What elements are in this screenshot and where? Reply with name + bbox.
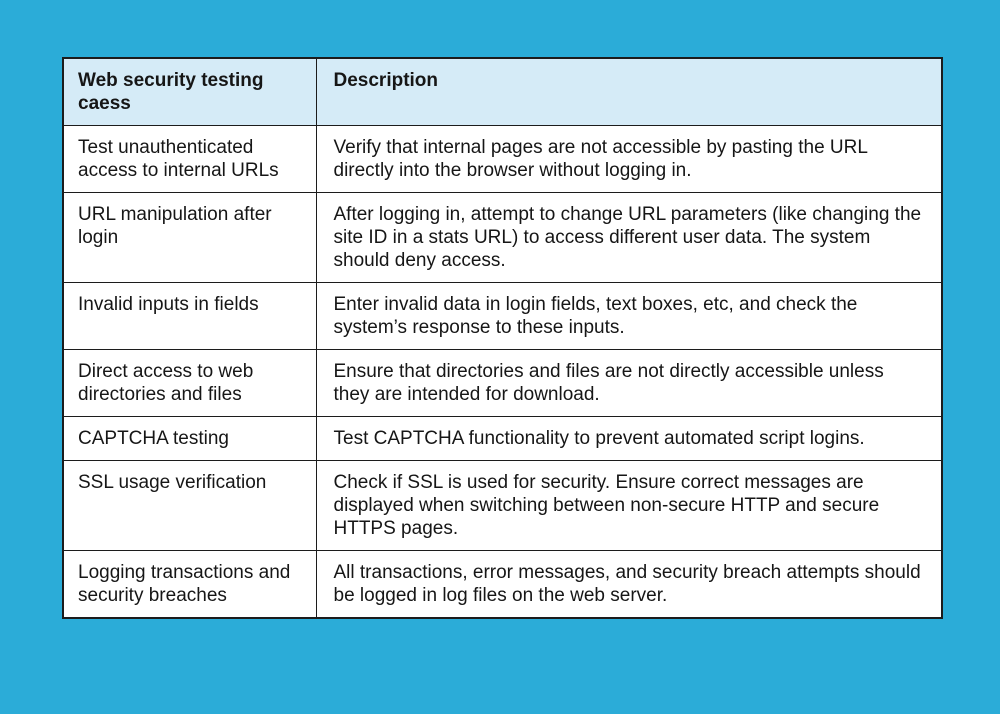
test-case-cell: SSL usage verification: [63, 461, 316, 551]
table-row: [63, 350, 942, 417]
description-cell: Test CAPTCHA functionality to prevent automated script logins.: [316, 417, 942, 461]
column-header-test-case: Web security testing caess: [63, 58, 316, 126]
table-header-row: [63, 58, 942, 126]
table-row: [63, 461, 942, 551]
table-row: [63, 551, 942, 619]
description-cell: All transactions, error messages, and security breach attempts should be logged in log files on the web server.: [316, 551, 942, 619]
table-body: [63, 126, 942, 619]
description-cell: After logging in, attempt to change URL parameters (like changing the site ID in a stats URL) to access different user data. The system should deny access.: [316, 193, 942, 283]
description-cell: Check if SSL is used for security. Ensure correct messages are displayed when switching between non-secure HTTP and secure HTTPS pages.: [316, 461, 942, 551]
test-case-cell: Direct access to web directories and files: [63, 350, 316, 417]
security-testing-table: [62, 57, 943, 619]
column-header-description: Description: [316, 58, 942, 126]
security-testing-table-container: [62, 57, 943, 619]
test-case-cell: URL manipulation after login: [63, 193, 316, 283]
test-case-cell: Test unauthenticated access to internal URLs: [63, 126, 316, 193]
description-cell: Verify that internal pages are not accessible by pasting the URL directly into the browser without logging in.: [316, 126, 942, 193]
test-case-cell: CAPTCHA testing: [63, 417, 316, 461]
table-row: [63, 126, 942, 193]
test-case-cell: Logging transactions and security breaches: [63, 551, 316, 619]
description-cell: Ensure that directories and files are not directly accessible unless they are intended for download.: [316, 350, 942, 417]
table-row: [63, 283, 942, 350]
table-row: [63, 417, 942, 461]
table-header: [63, 58, 942, 126]
test-case-cell: Invalid inputs in fields: [63, 283, 316, 350]
description-cell: Enter invalid data in login fields, text boxes, etc, and check the system’s response to these inputs.: [316, 283, 942, 350]
table-row: [63, 193, 942, 283]
